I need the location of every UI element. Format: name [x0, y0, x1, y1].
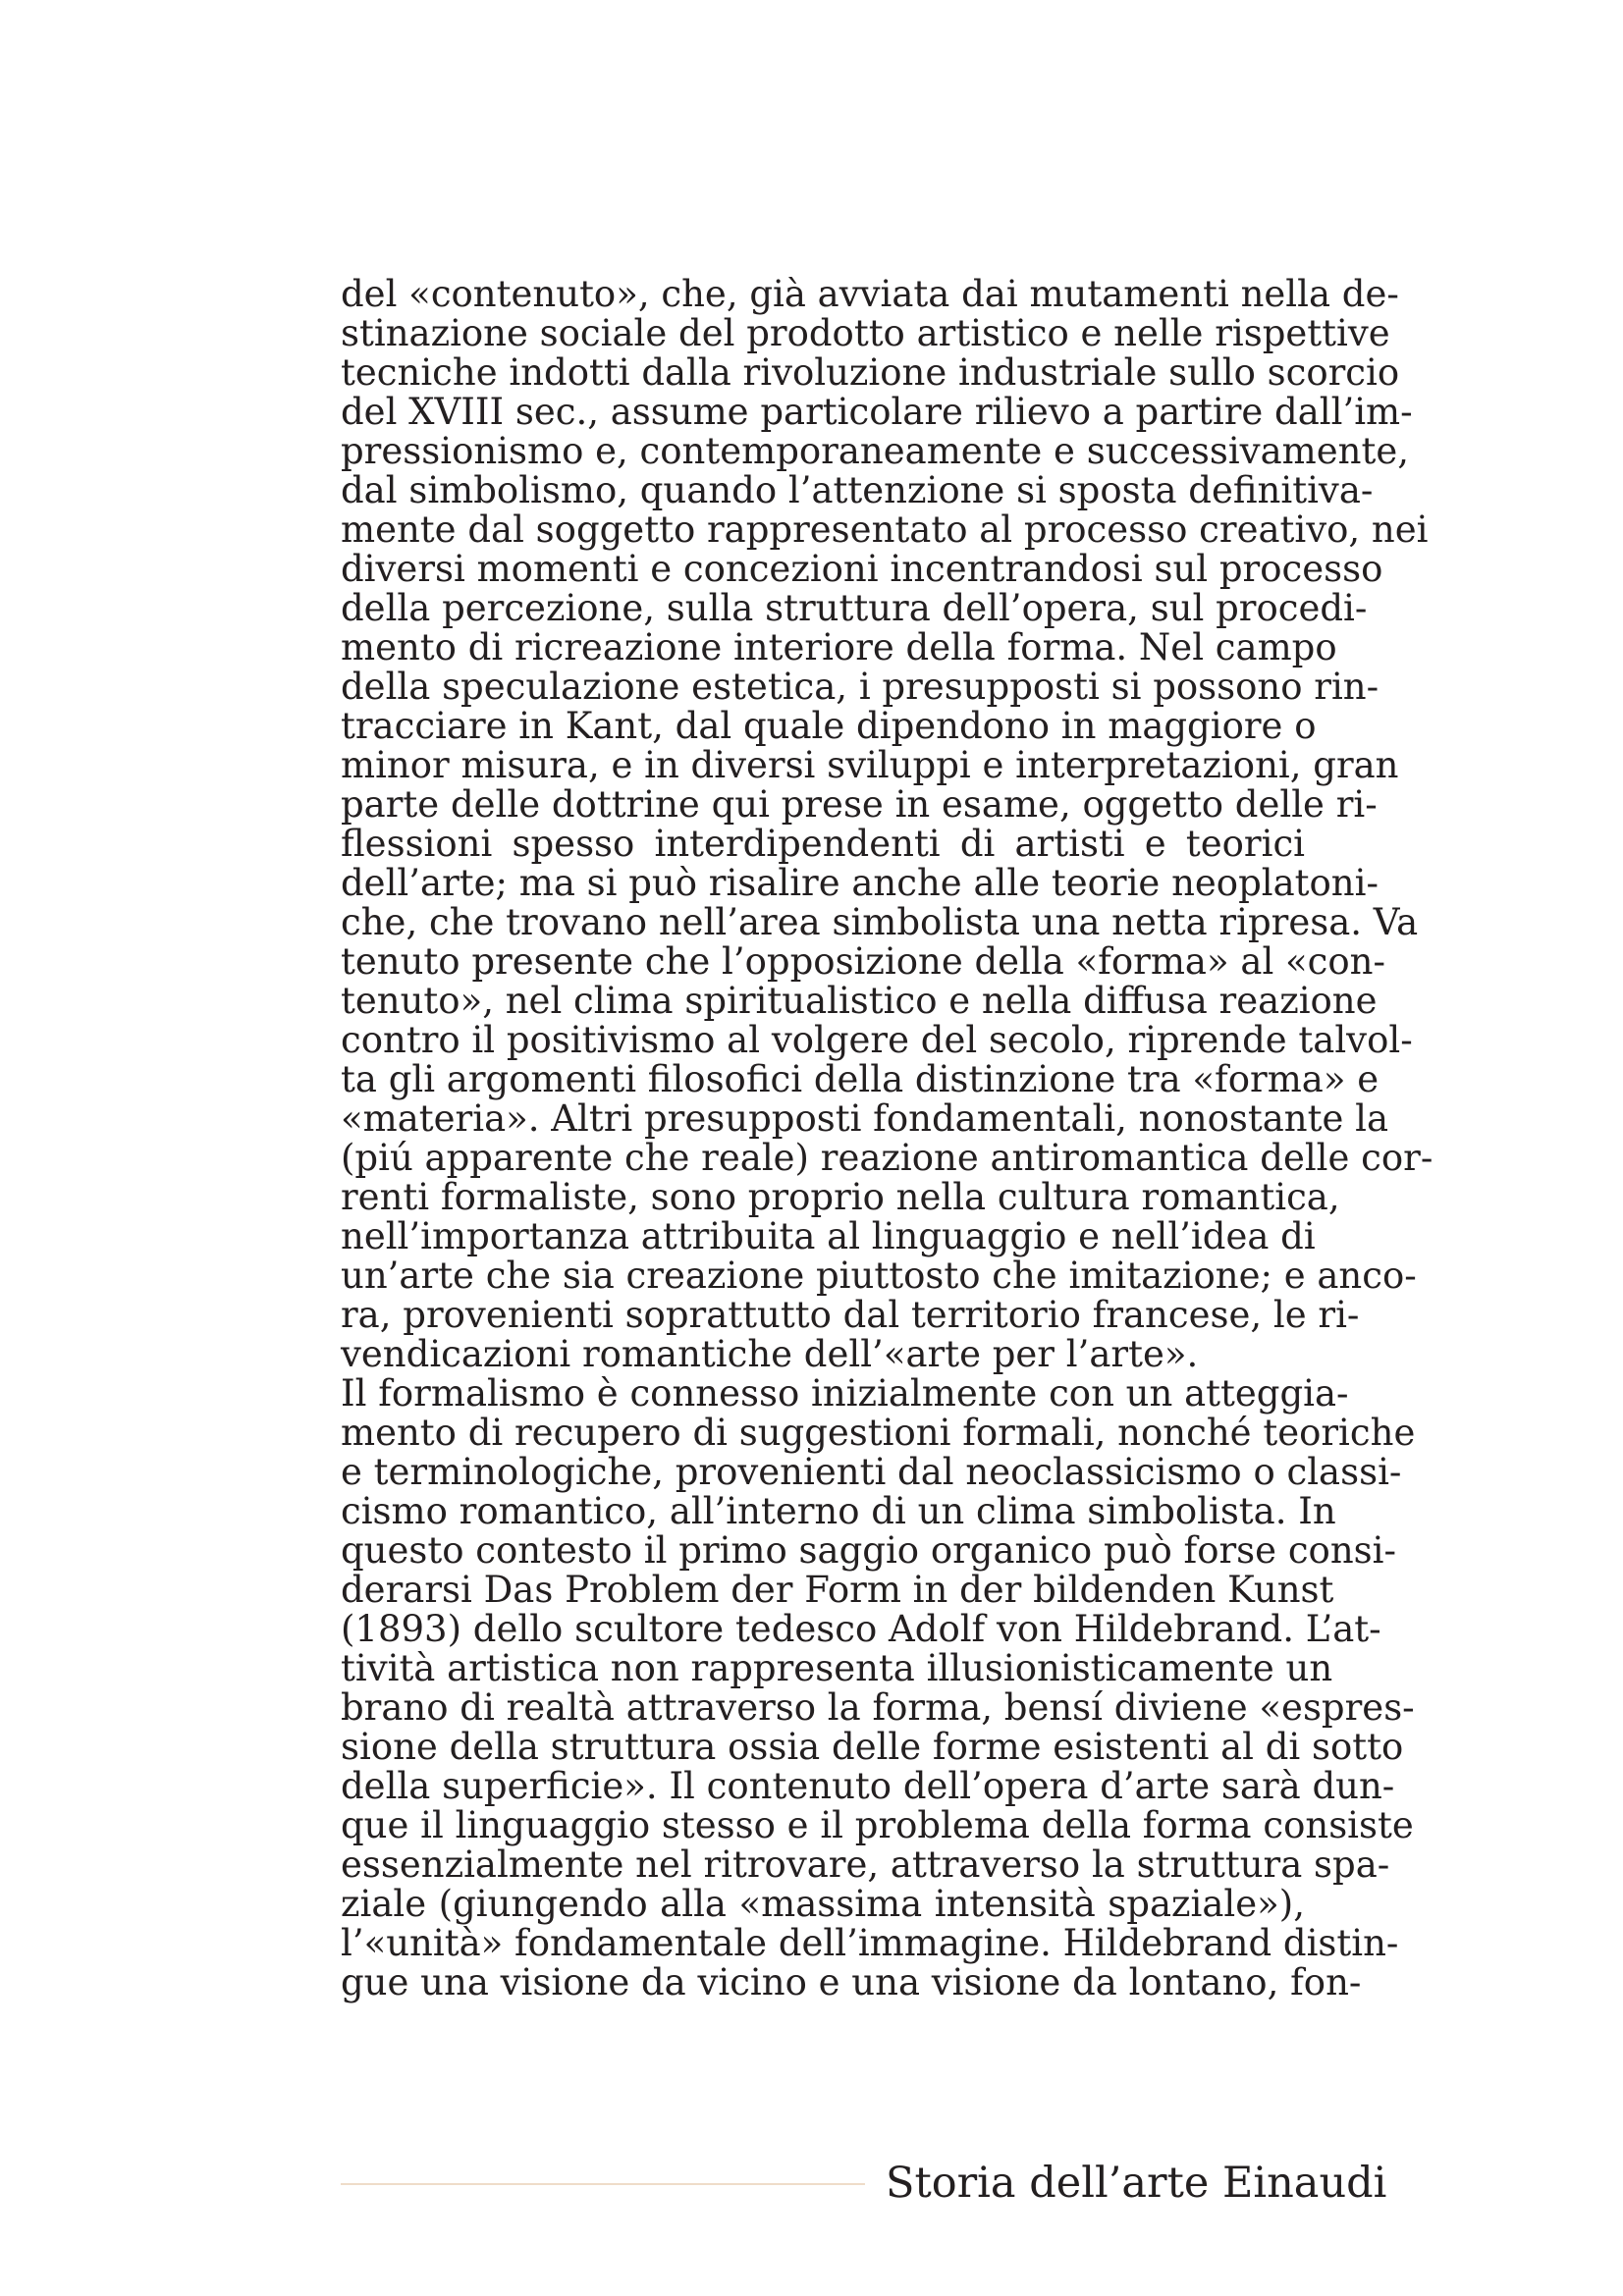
text-line: parte delle dottrine qui prese in esame, oggetto delle ri- [341, 783, 1378, 826]
text-line: essenzialmente nel ritrovare, attraverso la struttura spa- [341, 1843, 1390, 1886]
text-line: pressionismo e, contemporaneamente e successivamente, [341, 430, 1409, 472]
text-line: gue una visione da vicino e una visione da lontano, fon- [341, 1961, 1362, 2003]
text-line: minor misura, e in diversi sviluppi e interpretazioni, gran [341, 744, 1399, 786]
body-text [341, 273, 1434, 2003]
text-line: derarsi Das Problem der Form in der bildenden Kunst [341, 1569, 1334, 1611]
text-line: (piú apparente che reale) reazione antiromantica delle cor- [341, 1137, 1434, 1179]
text-line: dal simbolismo, quando l’attenzione si sposta definitiva- [341, 469, 1374, 511]
text-line: dell’arte; ma si può risalire anche alle teorie neoplatoni- [341, 862, 1379, 904]
text-line: tività artistica non rappresenta illusionisticamente un [341, 1647, 1333, 1689]
text-line: l’«unità» fondamentale dell’immagine. Hildebrand distin- [341, 1922, 1399, 1964]
text-line: mente dal soggetto rappresentato al processo creativo, nei [341, 508, 1429, 551]
text-line: ta gli argomenti filosofici della distinzione tra «forma» e [341, 1058, 1380, 1100]
text-line: renti formaliste, sono proprio nella cultura romantica, [341, 1176, 1340, 1218]
text-line: del «contenuto», che, già avviata dai mutamenti nella de- [341, 273, 1399, 315]
text-line: della percezione, sulla struttura dell’opera, sul procedi- [341, 587, 1368, 629]
text-line: brano di realtà attraverso la forma, bensí diviene «espres- [341, 1686, 1415, 1729]
text-line: cismo romantico, all’interno di un clima simbolista. In [341, 1490, 1336, 1532]
footer-rule [341, 2183, 865, 2185]
text-line: flessioni spesso interdipendenti di artisti e teorici [341, 823, 1305, 865]
text-line: diversi momenti e concezioni incentrandosi sul processo [341, 548, 1383, 590]
text-line: mento di ricreazione interiore della forma. Nel campo [341, 626, 1337, 668]
text-line: tenuto», nel clima spiritualistico e nella diffusa reazione [341, 980, 1378, 1022]
text-line: un’arte che sia creazione piuttosto che imitazione; e anco- [341, 1255, 1417, 1297]
text-line: que il linguaggio stesso e il problema della forma consiste [341, 1804, 1414, 1846]
text-line: tracciare in Kant, dal quale dipendono in maggiore o [341, 705, 1317, 747]
paragraph-end-line: vendicazioni romantiche dell’«arte per l’arte». [341, 1333, 1199, 1375]
text-line: Il formalismo è connesso inizialmente con un atteggia- [341, 1372, 1349, 1415]
text-line: che, che trovano nell’area simbolista una netta ripresa. Va [341, 901, 1419, 943]
text-line: questo contesto il primo saggio organico può forse consi- [341, 1529, 1396, 1572]
text-line: nell’importanza attribuita al linguaggio e nell’idea di [341, 1215, 1316, 1257]
text-line: mento di recupero di suggestioni formali, nonché teoriche [341, 1412, 1416, 1454]
footer-title: Storia dell’arte Einaudi [886, 2159, 1387, 2208]
text-line: della superficie». Il contenuto dell’opera d’arte sarà dun- [341, 1765, 1395, 1807]
text-line: stinazione sociale del prodotto artistico e nelle rispettive [341, 312, 1390, 354]
text-line: contro il positivismo al volgere del secolo, riprende talvol- [341, 1019, 1413, 1061]
text-line: e terminologiche, provenienti dal neoclassicismo o classi- [341, 1451, 1402, 1493]
text-line: ziale (giungendo alla «massima intensità spaziale»), [341, 1883, 1305, 1925]
text-line: della speculazione estetica, i presupposti si possono rin- [341, 666, 1380, 708]
text-line: «materia». Altri presupposti fondamentali, nonostante la [341, 1097, 1389, 1140]
text-line: (1893) dello scultore tedesco Adolf von Hildebrand. L’at- [341, 1608, 1381, 1650]
text-line: sione della struttura ossia delle forme esistenti al di sotto [341, 1726, 1404, 1768]
text-line: tenuto presente che l’opposizione della «forma» al «con- [341, 940, 1386, 983]
text-line: ra, provenienti soprattutto dal territorio francese, le ri- [341, 1294, 1360, 1336]
text-line: del XVIII sec., assume particolare rilievo a partire dall’im- [341, 391, 1413, 433]
text-line: tecniche indotti dalla rivoluzione industriale sullo scorcio [341, 351, 1400, 394]
